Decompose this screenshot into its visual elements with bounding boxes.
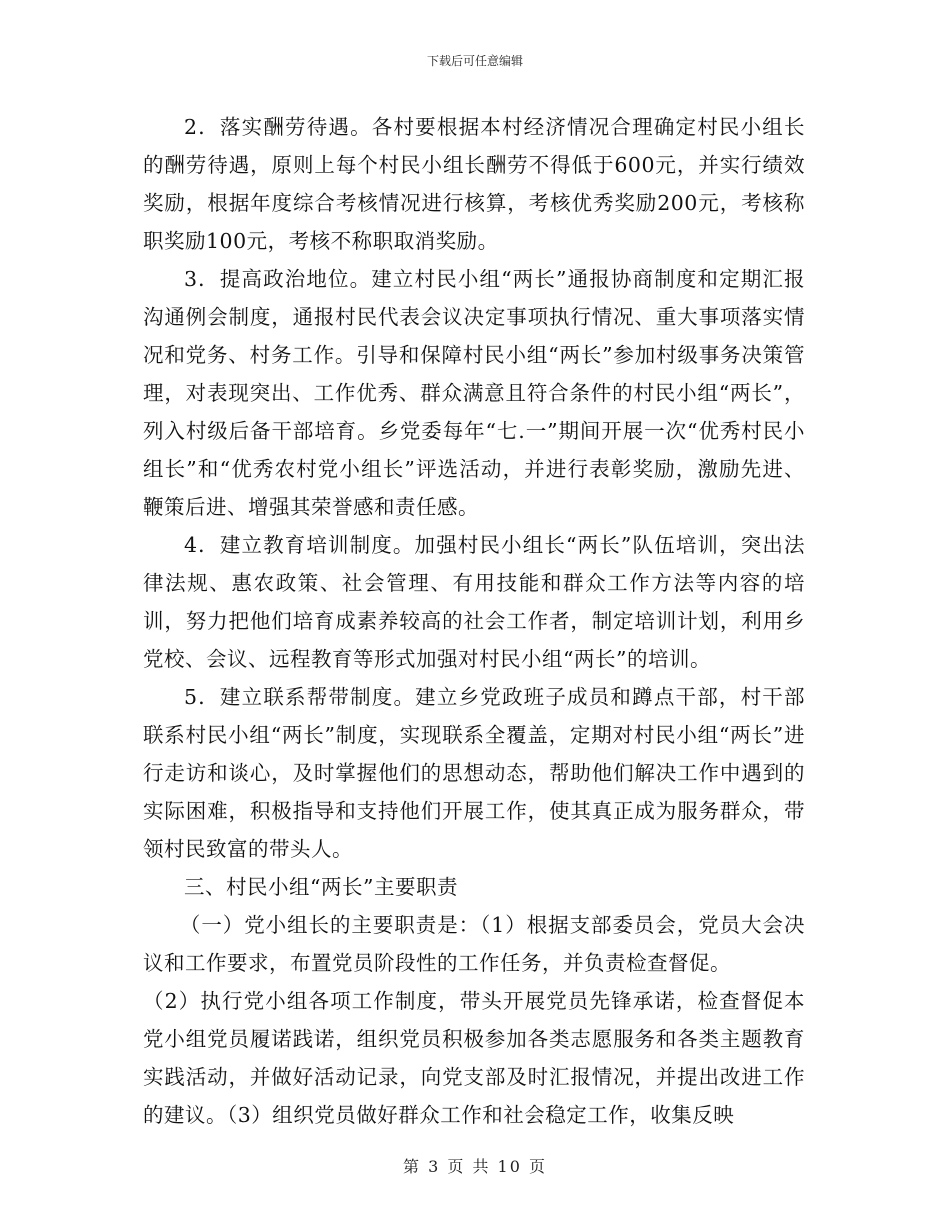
- paragraph-party-group-leader-duties-cont: （2）执行党小组各项工作制度，带头开展党员先锋承诺，检查督促本党小组党员履诺践诺，组织党员积极参加各类志愿服务和各类主题教育实践活动，并做好活动记录，向党支部及时汇报情况，并提出改进工作的建议。（3）组织党员做好群众工作和社会稳定工作，收集反映: [143, 989, 805, 1127]
- page-footer: 第 3 页 共 10 页: [403, 1157, 547, 1176]
- page-header: 下载后可任意编辑: [426, 54, 523, 68]
- paragraph-party-group-leader-duties: （一）党小组长的主要职责是：（1）根据支部委员会，党员大会决议和工作要求，布置党员阶段性的工作任务，并负责检查督促。: [143, 913, 805, 975]
- paragraph-training: 4．建立教育培训制度。加强村民小组长“两长”队伍培训，突出法律法规、惠农政策、社会管理、有用技能和群众工作方法等内容的培训，努力把他们培育成素养较高的社会工作者，制定培训计划，利用乡党校、会议、远程教育等形式加强对村民小组“两长”的培训。: [143, 533, 805, 671]
- paragraph-contact-mentoring: 5．建立联系帮带制度。建立乡党政班子成员和蹲点干部，村干部联系村民小组“两长”制度，实现联系全覆盖，定期对村民小组“两长”进行走访和谈心，及时掌握他们的思想动态，帮助他们解决工作中遇到的实际困难，积极指导和支持他们开展工作，使其真正成为服务群众，带领村民致富的带头人。: [143, 685, 805, 861]
- paragraph-remuneration: 2．落实酬劳待遇。各村要根据本村经济情况合理确定村民小组长的酬劳待遇，原则上每个村民小组长酬劳不得低于600元，并实行绩效奖励，根据年度综合考核情况进行核算，考核优秀奖励200元，考核称职奖励100元，考核不称职取消奖励。: [143, 115, 805, 253]
- document-body: [143, 108, 805, 1134]
- paragraph-political-status: 3．提高政治地位。建立村民小组“两长”通报协商制度和定期汇报沟通例会制度，通报村民代表会议决定事项执行情况、重大事项落实情况和党务、村务工作。引导和保障村民小组“两长”参加村级事务决策管理，对表现突出、工作优秀、群众满意且符合条件的村民小组“两长”，列入村级后备干部培育。乡党委每年“七.一”期间开展一次“优秀村民小组长”和“优秀农村党小组长”评选活动，并进行表彰奖励，激励先进、鞭策后进、增强其荣誉感和责任感。: [143, 267, 805, 519]
- section-heading-duties: 三、村民小组“两长”主要职责: [184, 875, 458, 899]
